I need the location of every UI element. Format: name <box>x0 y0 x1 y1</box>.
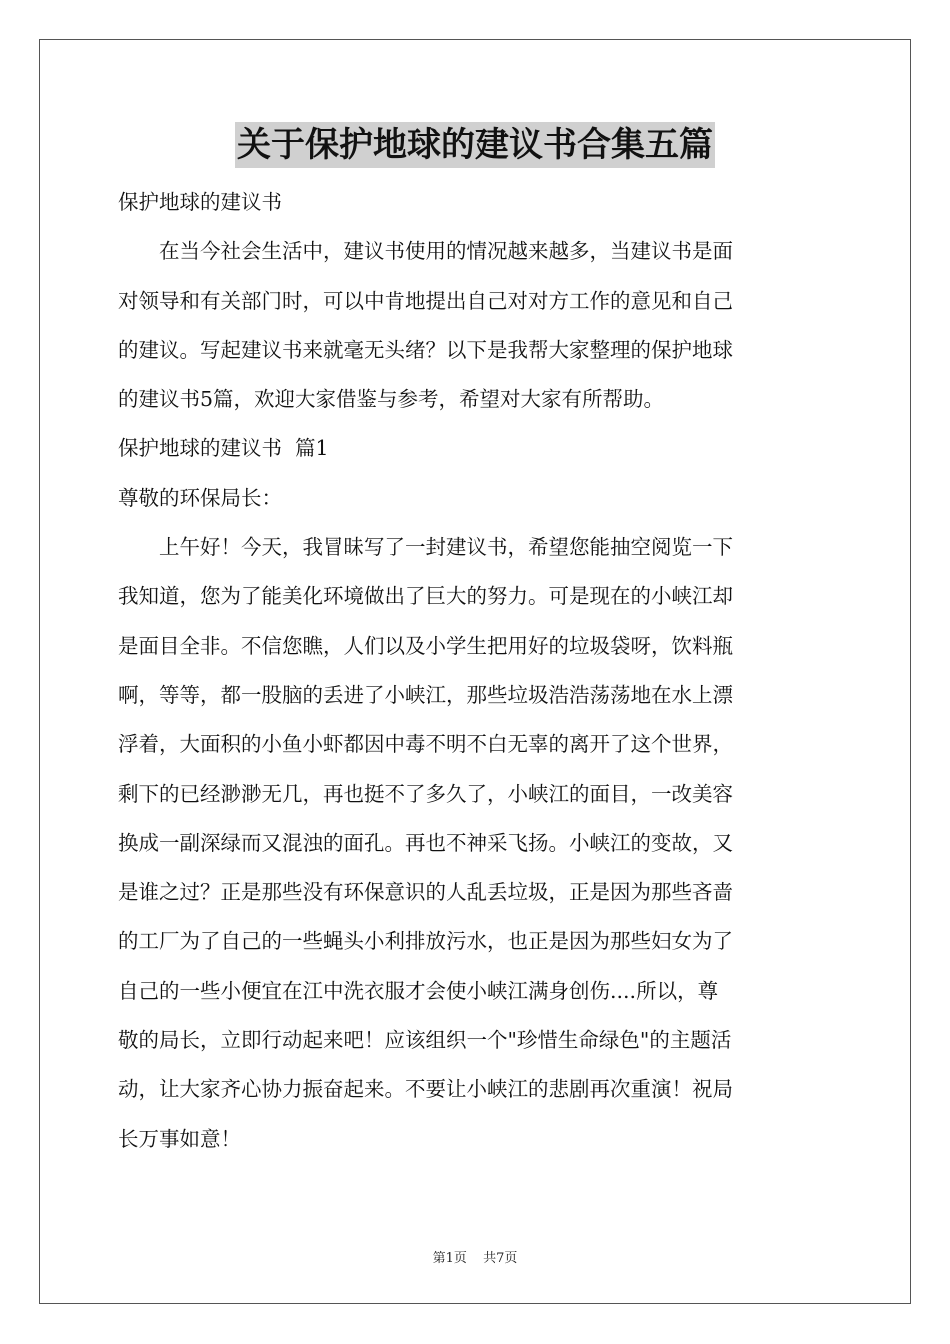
intro-line: 的建议书5篇，欢迎大家借鉴与参考，希望对大家有所帮助。 <box>118 387 665 412</box>
page-number-current: 第1页 <box>432 1251 467 1266</box>
intro-paragraph <box>118 227 834 424</box>
title-container <box>0 122 950 168</box>
body-line: 浮着，大面积的小鱼小虾都因中毒不明不白无辜的离开了这个世界， <box>118 732 733 757</box>
section-heading: 保护地球的建议书 篇1 <box>118 436 329 461</box>
intro-line: 在当今社会生活中，建议书使用的情况越来越多，当建议书是面 <box>159 239 733 264</box>
body-line: 剩下的已经渺渺无几，再也挺不了多久了，小峡江的面目，一改美容 <box>118 781 733 806</box>
body-line: 长万事如意！ <box>118 1126 241 1151</box>
page-number-total: 共7页 <box>483 1251 518 1266</box>
body-line: 自己的一些小便宜在江中洗衣服才会使小峡江满身创伤....所以，尊 <box>118 978 719 1003</box>
body-line: 是面目全非。不信您瞧，人们以及小学生把用好的垃圾袋呀，饮料瓶 <box>118 633 733 658</box>
body-line: 啊，等等，都一股脑的丢进了小峡江，那些垃圾浩浩荡荡地在水上漂 <box>118 682 733 707</box>
body-line: 换成一副深绿而又混浊的面孔。再也不神采飞扬。小峡江的变故，又 <box>118 830 733 855</box>
document-body <box>118 178 834 1164</box>
intro-line: 对领导和有关部门时，可以中肯地提出自己对对方工作的意见和自己 <box>118 288 733 313</box>
body-line: 敬的局长，立即行动起来吧！应该组织一个"珍惜生命绿色"的主题活 <box>118 1028 732 1053</box>
subtitle: 保护地球的建议书 <box>118 190 282 214</box>
salutation: 尊敬的环保局长： <box>118 485 282 510</box>
body-line: 的工厂为了自己的一些蝇头小利排放污水，也正是因为那些妇女为了 <box>118 929 733 954</box>
intro-line: 的建议。写起建议书来就毫无头绪？以下是我帮大家整理的保护地球 <box>118 337 733 362</box>
body-line: 是谁之过？正是那些没有环保意识的人乱丢垃圾，正是因为那些吝啬 <box>118 880 733 905</box>
body-line: 动，让大家齐心协力振奋起来。不要让小峡江的悲剧再次重演！祝局 <box>118 1077 733 1102</box>
document-title: 关于保护地球的建议书合集五篇 <box>235 122 715 168</box>
body-line: 我知道，您为了能美化环境做出了巨大的努力。可是现在的小峡江却 <box>118 584 733 609</box>
page-footer <box>0 1247 950 1266</box>
body-line: 上午好！今天，我冒昧写了一封建议书，希望您能抽空阅览一下 <box>159 535 733 560</box>
letter-body-paragraph <box>118 523 834 1164</box>
